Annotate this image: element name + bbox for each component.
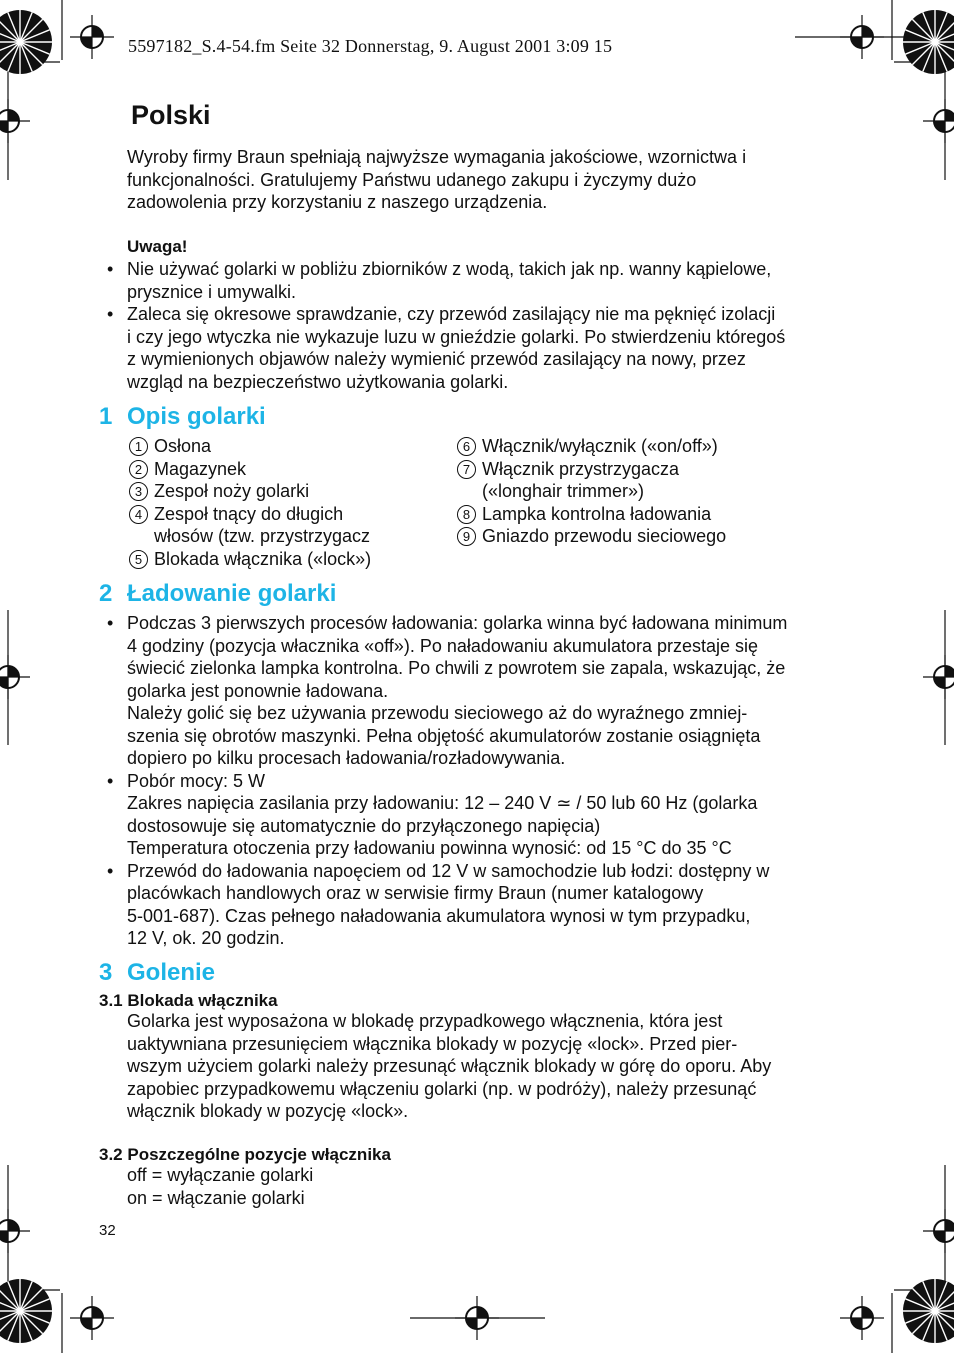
subsection-3-1-text: Golarka jest wyposażona w blokadę przypadkowego włącznenia, która jest uaktywniana przesunięciem włącznika blokady w pozycję «lock». Przed pier- wszym użyciem golarki należy przesunąć włącznik blokady w górę do oporu. Aby zapobiec przypadkowemu włączeniu golarki (np. w podróży), należy przesunąć włącznik blokady w pozycję «lock». xyxy=(127,1011,772,1121)
list-item: • Zaleca się okresowe sprawdzanie, czy przewód zasilający nie ma pęknięć izolacji i czy jego wtyczka nie wykazuje luzu w gnieździe golarki. Po stwierdzeniu któregoś z wymienionych objawów należy wymienić przewód zasilający na nowy, przez wzgląd na bezpieczeństwo użytkowania golarki. xyxy=(107,304,786,392)
list-item: 6 Włącznik/wyłącznik («on/off») xyxy=(457,435,857,458)
list-item: 8 Lampka kontrolna ładowania xyxy=(457,503,857,526)
list-item: 3 Zespoł noży golarki xyxy=(129,480,469,503)
warning-label: Uwaga! xyxy=(127,237,188,256)
file-header-line: 5597182_S.4-54.fm Seite 32 Donnerstag, 9. August 2001 3:09 15 xyxy=(128,36,613,56)
section-1-heading: 1 Opis golarki xyxy=(99,403,266,430)
charging-list xyxy=(107,612,867,950)
circled-number: 9 xyxy=(457,527,476,546)
list-item: • Przewód do ładowania napoęciem od 12 V w samochodzie lub łodzi: dostępny w placówkach handlowych oraz w serwisie firmy Braun (numer katalogowy 5-001-687). Czas pełnego naładowania akumulatora wynosi w tym przypadku, 12 V, ok. 20 godzin. xyxy=(107,860,770,948)
list-item: 7 Włącznik przystrzygacza («longhair trimmer») xyxy=(457,458,857,503)
page-title: Polski xyxy=(131,100,211,130)
circled-number: 8 xyxy=(457,505,476,524)
bullet-dot-icon: • xyxy=(107,770,114,791)
bullet-dot-icon: • xyxy=(107,259,114,279)
circled-number: 4 xyxy=(129,505,148,524)
section-2-heading: 2 Ładowanie golarki xyxy=(99,580,337,607)
circled-number: 1 xyxy=(129,437,148,456)
section-3-heading: 3 Golenie xyxy=(99,959,216,986)
list-item: 1 Osłona xyxy=(129,435,469,458)
circled-number: 2 xyxy=(129,460,148,479)
bullet-dot-icon: • xyxy=(107,860,114,881)
list-item: 4 Zespoł tnący do długich włosów (tzw. przystrzygacz xyxy=(129,503,469,548)
warning-list xyxy=(107,258,867,393)
bullet-dot-icon: • xyxy=(107,613,114,633)
subsection-3-1-heading: 3.1 Blokada włącznika xyxy=(99,991,278,1010)
circled-number: 6 xyxy=(457,437,476,456)
parts-list-right xyxy=(457,435,857,548)
parts-list-left xyxy=(129,435,469,570)
bullet-dot-icon: • xyxy=(107,304,114,324)
subsection-3-2-heading: 3.2 Poszczególne pozycje włącznika xyxy=(99,1145,391,1164)
intro-paragraph: Wyroby firmy Braun spełniają najwyższe wymagania jakościowe, wzornictwa i funkcjonalności. Gratulujemy Państwu udanego zakupu i życzymy dużo zadowolenia przy korzystaniu z naszego urządzenia. xyxy=(127,147,747,212)
list-item: 5 Blokada włącznika («lock») xyxy=(129,548,469,571)
list-item: 9 Gniazdo przewodu sieciowego xyxy=(457,525,857,548)
list-item: on = włączanie golarki xyxy=(127,1187,305,1208)
list-item: • Nie używać golarki w pobliżu zbiorników z wodą, takich jak np. wanny kąpielowe, prysznice i umywalki. xyxy=(107,259,772,302)
list-item: 2 Magazynek xyxy=(129,458,469,481)
switch-positions-list xyxy=(127,1164,313,1209)
circled-number: 7 xyxy=(457,460,476,479)
list-item: • Podczas 3 pierwszych procesów ładowania: golarka winna być ładowana minimum 4 godziny (pozycja włacznika «off»). Po naładowaniu akumulatora przestaje się świecić zielonka lampka kontrolna. Po chwili z powrotem sie zapala, wskazując, że golarka jest ponownie ładowana. Należy golić się bez używania przewodu sieciowego aż do wyraźnego zmniej- szenia się obrotów maszynki. Pełna objętość akumulatorów zostanie osiągnięta dopiero po kilku procesach ładowania/rozładowywania. xyxy=(107,613,788,768)
list-item: • Pobór mocy: 5 W Zakres napięcia zasilania przy ładowaniu: 12 – 240 V ≃ / 50 lub 60 Hz (golarka dostosowuje się automatycznie do przyłączonego napięcia) Temperatura otoczenia przy ładowaniu powinna wynosić: od 15 °C do 35 °C xyxy=(107,770,758,858)
list-item: off = wyłączanie golarki xyxy=(127,1165,314,1185)
page-number: 32 xyxy=(99,1222,116,1239)
circled-number: 3 xyxy=(129,482,148,501)
circled-number: 5 xyxy=(129,550,148,569)
